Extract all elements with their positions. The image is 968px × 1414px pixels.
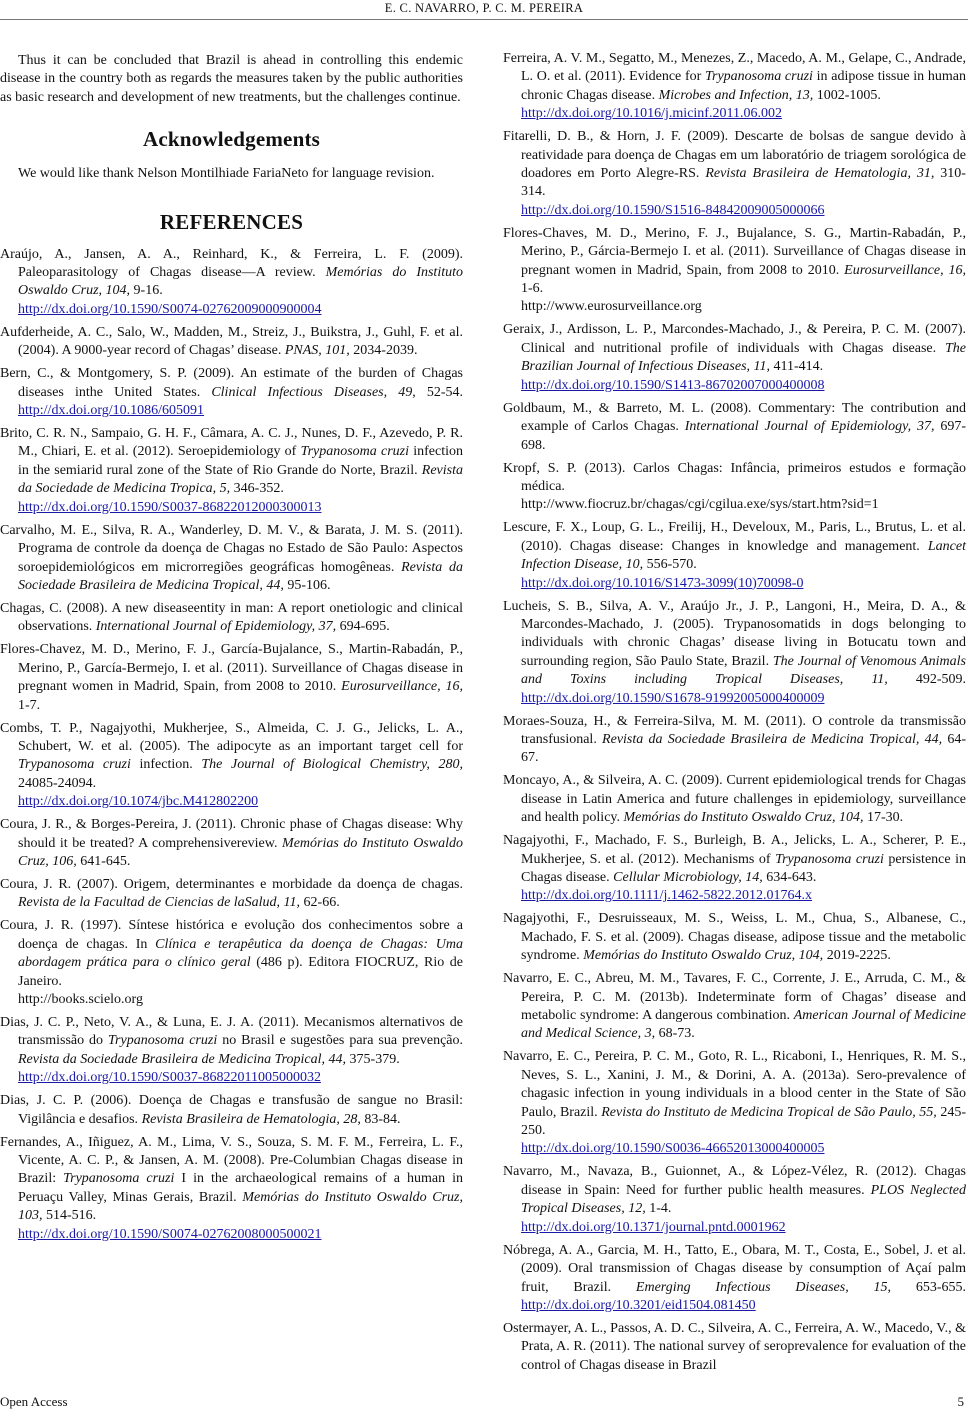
reference-pages: 375-379. [346,1051,400,1067]
references-list-right [503,50,966,1375]
journal-name: Emerging Infectious Diseases, 15, [635,1279,892,1295]
reference-text: I in the archaeological remains of a human in Peruaçu Valley, Minas Gerais, Brazil. [18,1171,464,1205]
doi-link[interactable]: http://dx.doi.org/10.1590/S0074-02762009000900004 [18,301,322,317]
references-heading: REFERENCES [159,209,304,234]
reference-text: Nóbrega, A. A., Garcia, M. H., Tatto, E., Obara, M. T., Costa, E., Sobel, J. et al. (2009). Oral transmission of Chagas disease by consumption of Açaí palm fruit, Brazil. [503,1242,966,1295]
reference-entry [0,641,463,715]
species-name: Trypanosoma cruzi [705,69,813,85]
journal-name: Microbes and Infection, 13, [658,87,814,103]
reference-text: Kropf, S. P. (2013). Carlos Chagas: Infância, primeiros estudos e formação médica. [503,460,966,494]
reference-entry [0,600,463,637]
reference-pages: 514-516. [42,1208,97,1224]
reference-text: Flores-Chavez, M. D., Merino, F. J., García-Bujalance, S., Martin-Rabadán, P., Merino, P., García-Bermejo, I. et al. (2011). Surveillance of Chagas disease in pregnant women in Madrid, Spain, from 2008 to 2010. [0,642,463,695]
reference-entry [0,522,463,596]
reference-text: Fitarelli, D. B., & Horn, J. F. (2009). Descarte de bolsas de sangue devido à reatividade para doença de Chagas em um laboratório de triagem sorológica de doadores em Porto Alegre-RS. [503,129,966,182]
species-name: Trypanosoma cruzi [108,1033,218,1049]
journal-name: Clinical Infectious Diseases, 49 [211,384,413,400]
reference-pages: 24085-24094. [18,775,97,791]
reference-pages: 694-695. [336,619,390,635]
reference-entry [0,1134,463,1244]
reference-entry [0,720,463,812]
doi-link[interactable]: http://dx.doi.org/10.1590/S1516-84842009005000066 [521,202,825,218]
reference-url: http://books.scielo.org [18,992,143,1007]
reference-text: Dias, J. C. P. (2006). Doença de Chagas e transfusão de sangue no Brasil: Vigilância e desafios. [0,1093,463,1127]
reference-pages: 411-414. [770,359,824,375]
doi-link[interactable]: http://dx.doi.org/10.1590/S1413-86702007000400008 [521,377,825,393]
reference-entry [503,128,966,220]
reference-pages: 245-250. [521,1104,966,1139]
journal-name: Memórias do Instituto Oswaldo Cruz, 104, [18,265,463,299]
reference-entry [0,365,463,420]
reference-pages: 95-106. [283,577,331,593]
journal-name: Revista de la Facultad de Ciencias de laSalud, 11, [18,895,301,911]
reference-url: http://www.fiocruz.br/chagas/cgi/cgilua.exe/sys/start.htm?sid=1 [521,497,879,513]
reference-text: infection in the semiarid rural zone of the State of Rio Grande do Norte, Brazil. [18,444,463,478]
reference-pages: 346-352. [230,481,284,497]
reference-pages: 653-655. [891,1279,966,1295]
journal-name: Revista da Sociedade Brasileira de Medicina Tropical, 44, [18,1051,347,1067]
left-column [0,52,463,1249]
doi-link[interactable]: http://dx.doi.org/10.1590/S0074-02762008000500021 [18,1226,322,1242]
reference-text: Lucheis, S. B., Silva, A. V., Araújo Jr., J. P., Langoni, H., Meira, D. A., & Marcondes-Machado, J. (2005). Trypanosomatids in dogs belonging to individuals with chronic Chagas’ disease living in Botucatu town and surrounding region, São Paulo State, Brazil. [503,598,966,669]
species-name: Trypanosoma cruzi [63,1171,175,1187]
journal-name: Memórias do Instituto Oswaldo Cruz, 106, [18,835,463,869]
reference-pages: 62-66. [300,895,340,911]
reference-text: Geraix, J., Ardisson, L. P., Marcondes-Machado, J., & Pereira, P. C. M. (2007). Clinical and nutritional profile of individuals with Chagas disease. [503,322,966,356]
journal-name: Eurosurveillance, 16, [341,679,464,695]
reference-pages: 2019-2225. [823,948,891,964]
right-column [503,50,966,1380]
reference-text: Flores-Chaves, M. D., Merino, F. J., Bujalance, S. G., Martin-Rabadán, P., Merino, P., Gárcia-Bermejo I. et al. (2011). Surveillance of Chagas disease in pregnant women in Madrid, Spain, from 2008 to 2010. [503,225,966,278]
reference-text: Araújo, A., Jansen, A. A., Reinhard, K., & Ferreira, L. F. (2009). Paleoparasitology of Chagas disease—A review. [0,246,463,281]
doi-link[interactable]: http://dx.doi.org/10.1074/jbc.M412802200 [18,794,259,810]
reference-text: Navarro, M., Navaza, B., Guionnet, A., & López-Vélez, R. (2012). Chagas disease in Spain: Need for further public health measures. [503,1164,966,1198]
reference-entry [503,1320,966,1375]
reference-pages: (486 p). Editora FIOCRUZ, Rio de Janeiro. [18,955,463,989]
header-rule [0,19,968,20]
reference-entry [503,713,966,768]
reference-pages: 1-4. [645,1201,672,1217]
doi-link[interactable]: http://dx.doi.org/10.1016/j.micinf.2011.06.002 [521,106,782,122]
doi-link[interactable]: http://dx.doi.org/10.3201/eid1504.081450 [521,1297,756,1313]
reference-pages: 556-570. [643,557,697,573]
journal-name: Cellular Microbiology, 14, [613,870,763,885]
reference-entry [503,50,966,124]
journal-name: Revista da Sociedade Brasileira de Medicina Tropical, 44, [602,731,943,747]
reference-entry [0,816,463,871]
reference-text: Coura, J. R. (2007). Origem, determinantes e morbidade da doença de chagas. [0,876,463,892]
reference-text: Nagajyothi, F., Machado, F. S., Burleigh, B. A., Jelicks, L. A., Scherer, P. E., Mukherjee, S. et al. (2012). Mechanisms of [503,833,966,867]
reference-text: Lescure, F. X., Loup, G. L., Freilij, H., Develoux, M., Paris, L., Brutus, L. et al. (2010). Chagas disease: Changes in knowledge and management. [503,520,966,554]
reference-text: Dias, J. C. P., Neto, V. A., & Luna, E. J. A. (2011). Mecanismos alternativos de transmissão do [0,1015,463,1049]
reference-pages: 2034-2039. [349,343,418,359]
reference-text: Aufderheide, A. C., Salo, W., Madden, M., Streiz, J., Buikstra, J., Guhl, F. et al. (2004). A 9000-year record of Chagas’ disease. [0,324,463,359]
reference-text: Moncayo, A., & Silveira, A. C. (2009). Current epidemiological trends for Chagas disease in Latin America and future challenges in epidemiology, surveillance and health policy. [503,773,966,826]
reference-entry [503,1242,966,1316]
journal-name: Memórias do Instituto Oswaldo Cruz, 103, [18,1189,463,1224]
reference-pages: 9-16. [130,283,163,299]
page-number: 5 [957,1394,964,1409]
reference-entry [503,1163,966,1237]
reference-entry [503,519,966,593]
acknowledgements-heading: Acknowledgements [142,127,321,152]
journal-name: The Brazilian Journal of Infectious Diseases, 11, [521,340,966,375]
reference-entry [503,970,966,1044]
reference-entry [503,321,966,395]
reference-pages: 310-314. [521,166,966,200]
reference-text: Moraes-Souza, H., & Ferreira-Silva, M. M. (2011). O controle da transmissão transfusional. [503,713,966,747]
references-list-left [0,246,463,1244]
reference-pages: , 52-54. [412,384,463,400]
doi-link[interactable]: http://dx.doi.org/10.1590/S1678-91992005000400009 [521,690,825,706]
doi-link[interactable]: http://dx.doi.org/10.1016/S1473-3099(10)70098-0 [521,575,804,591]
reference-text: Coura, J. R., & Borges-Pereira, J. (2011). Chronic phase of Chagas disease: Why should it be treated? A comprehensivereview. [0,817,463,851]
reference-text: in adipose tissue in human chronic Chagas disease. [521,69,966,103]
reference-pages: 68-73. [655,1026,695,1042]
reference-pages: 1-6. [521,281,544,297]
acknowledgements-text: We would like thank Nelson Montilhiade FariaNeto for language revision. [18,166,435,182]
reference-entry [0,1092,463,1129]
journal-name: Eurosurveillance, 16, [844,262,967,278]
doi-link[interactable]: http://dx.doi.org/10.1111/j.1462-5822.2012.01764.x [521,888,813,904]
footer-open-access: Open Access [0,1394,68,1409]
journal-name: Clínica e terapêutica da doença de Chagas: Uma abordagem prática para o clínico geral [18,936,463,971]
reference-text: Goldbaum, M., & Barreto, M. L. (2008). Commentary: The contribution and example of Carlos Chagas. [503,400,966,435]
species-name: Trypanosoma cruzi [18,757,131,773]
doi-link[interactable]: http://dx.doi.org/10.1590/S0036-46652013000400005 [521,1141,825,1157]
reference-text: Carvalho, M. E., Silva, R. A., Wanderley, D. M. V., & Barata, J. M. S. (2011). Programa de controle da doença de Chagas no Estado de São Paulo: Aspectos soroepidemiológicos em microrregiões geográficas homogêneas. [0,522,463,575]
reference-text: Ostermayer, A. L., Passos, A. D. C., Silveira, A. C., Ferreira, A. W., Macedo, V., & Prata, A. R. (2011). The national survey of seroprevalence for evaluation of the control of Chagas disease in Brazil [503,1320,966,1373]
doi-link[interactable]: http://dx.doi.org/10.1590/S0037-86822012000300013 [18,499,322,515]
reference-url: http://www.eurosurveillance.org [521,299,702,315]
reference-pages: 641-645. [76,853,131,869]
reference-text: Navarro, E. C., Pereira, P. C. M., Goto, R. L., Ricaboni, I., Henriques, R. M. S., Neves, S. L., Xanini, J. M., & Dorini, A. A. (2013a). Sero-prevalence of chagasic infection in young individuals in a blood center in the State of São Paulo, Brazil. [503,1049,966,1120]
reference-entry [503,1048,966,1158]
doi-link[interactable]: http://dx.doi.org/10.1590/S0037-86822011005000032 [18,1070,321,1086]
reference-pages: 1-7. [18,697,41,713]
intro-paragraph: Thus it can be concluded that Brazil is ahead in controlling this endemic disease in the country both as regards the measures taken by the public authorities as basic research and development of new treatments, but the challenges continue. [0,53,463,105]
journal-name: Revista Brasileira de Hematologia, 28, [141,1111,361,1127]
reference-text: Chagas, C. (2008). A new diseaseentity in man: A report onetiologic and clinical observations. [0,600,463,635]
journal-name: American Journal of Medicine and Medical Science, 3, [521,1008,966,1042]
reference-pages: 17-30. [863,810,904,826]
journal-name: Memórias do Instituto Oswaldo Cruz, 104, [623,810,864,826]
running-header: E. C. NAVARRO, P. C. M. PEREIRA [384,1,584,15]
journal-name: Revista da Sociedade de Medicina Tropica, 5, [18,462,463,497]
reference-text: persistence in Chagas disease. [521,851,966,885]
reference-text: Coura, J. R. (1997). Síntese histórica e evolução dos conhecimentos sobre a doença de chagas. In [0,918,463,952]
doi-link[interactable]: http://dx.doi.org/10.1086/605091 [18,403,205,419]
reference-text: Brito, C. R. N., Sampaio, G. H. F., Câmara, A. C. J., Nunes, D. F., Azevedo, P. R. M., Chiari, E. et al. (2012). Seroepidemiology of [0,426,463,460]
reference-pages: 1002-1005. [813,87,881,103]
reference-entry [0,246,463,320]
journal-name: The Journal of Venomous Animals and Toxins including Tropical Diseases, 11, [521,653,966,688]
journal-name: International Journal of Epidemiology, 37, [95,619,337,635]
doi-link[interactable]: http://dx.doi.org/10.1371/journal.pntd.0001962 [521,1219,786,1235]
reference-entry [503,772,966,827]
reference-pages: 64-67. [521,731,966,766]
reference-entry [503,460,966,515]
reference-entry [0,324,463,361]
reference-text: Combs, T. P., Nagajyothi, Mukherjee, S., Almeida, C. J. G., Jelicks, L. A., Schubert, W. et al. (2005). The adipocyte as an important target cell for [0,720,463,754]
reference-entry [503,910,966,965]
reference-pages: 83-84. [360,1111,401,1127]
journal-name: Revista do Instituto de Medicina Tropical de São Paulo, 55, [601,1104,937,1120]
reference-entry [0,425,463,517]
species-name: Trypanosoma cruzi [300,444,410,460]
reference-pages: 492-509. [887,672,966,688]
reference-entry [503,598,966,708]
reference-text: Ferreira, A. V. M., Segatto, M., Menezes, Z., Macedo, A. M., Gelape, C., Andrade, L. O. et al. (2011). Evidence for [503,51,966,85]
reference-entry [0,876,463,913]
reference-entry [503,832,966,906]
reference-entry [503,225,966,317]
journal-name: PNAS, 101, [284,343,350,359]
reference-text: Bern, C., & Montgomery, S. P. (2009). An estimate of the burden of Chagas diseases inthe United States. [0,366,463,400]
reference-text: Navarro, E. C., Abreu, M. M., Tavares, F. C., Corrente, J. E., Arruda, C. M., & Pereira, P. C. M. (2013b). Indeterminate form of Chagas’ disease and metabolic syndrome: A dangerous combination. [503,971,966,1024]
reference-entry [0,917,463,1009]
reference-text: Fernandes, A., Iñiguez, A. M., Lima, V. S., Souza, S. M. F. M., Ferreira, L. F., Vicente, A. C. P., & Jansen, A. M. (2008). Pre-Columbian Chagas disease in Brazil: [0,1134,463,1187]
species-name: Trypanosoma cruzi [775,851,884,867]
reference-pages: 697-698. [521,419,966,453]
reference-text: Nagajyothi, F., Desruisseaux, M. S., Weiss, L. M., Chua, S., Albanese, C., Machado, F. S. et al. (2009). Chagas disease, adipose tissue and the metabolic syndrome. [503,911,966,964]
journal-name: Lancet Infection Disease, 10, [521,538,966,573]
reference-text: infection. [130,757,202,773]
reference-pages: 634-643. [762,870,817,885]
reference-entry [0,1014,463,1088]
journal-name: Revista da Sociedade Brasileira de Medicina Tropical, 44, [18,559,463,593]
journal-name: PLOS Neglected Tropical Diseases, 12, [521,1182,967,1217]
reference-text: no Brasil e sugestões para sua prevenção. [217,1033,464,1049]
journal-name: Revista Brasileira de Hematologia, 31, [705,166,935,182]
journal-name: Memórias do Instituto Oswaldo Cruz, 104, [583,948,824,964]
reference-entry [503,400,966,455]
journal-name: International Journal of Epidemiology, 37, [684,419,935,435]
journal-name: The Journal of Biological Chemistry, 280, [201,757,463,773]
